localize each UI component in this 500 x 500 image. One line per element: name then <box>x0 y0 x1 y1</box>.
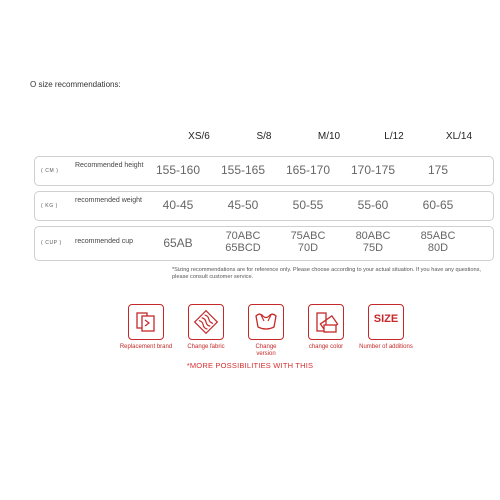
cell: 45-50 <box>227 198 259 212</box>
cell: 65BCD <box>225 242 261 254</box>
sizing-note: *Sizing recommendations are for reference only. Please choose according to your actual situation. If you have any questions, please consult customer service. <box>172 267 481 280</box>
icon-label: change color <box>308 344 344 350</box>
cell: 75D <box>362 242 384 254</box>
cell: 165-170 <box>285 163 331 177</box>
row-label: recommended cup <box>75 238 133 245</box>
cell: 80D <box>427 242 449 254</box>
cell: 170-175 <box>350 163 396 177</box>
size-header-s: S/8 <box>256 131 272 142</box>
icon-label: Number of additions <box>359 344 413 350</box>
size-icon <box>368 304 404 340</box>
cell: 40-45 <box>162 198 194 212</box>
option-change-version <box>236 304 296 358</box>
page-title: O size recommendations: <box>30 80 121 89</box>
cell: 55-60 <box>357 198 389 212</box>
icon-label: Replacement brand <box>119 344 173 350</box>
size-header-xl: XL/14 <box>445 131 473 142</box>
row-label: recommended weight <box>75 197 142 204</box>
cell: 70ABC <box>225 230 261 242</box>
icon-label-line: Change <box>255 344 277 350</box>
cell: 50-55 <box>292 198 324 212</box>
unit-label: ( CUP ) <box>41 240 62 246</box>
row-weight <box>34 191 494 221</box>
size-header-m: M/10 <box>317 131 341 142</box>
icon-label <box>236 344 296 358</box>
replacement-brand-icon <box>128 304 164 340</box>
change-fabric-icon <box>188 304 224 340</box>
row-height <box>34 156 494 186</box>
icon-label-line: version <box>256 351 276 357</box>
change-version-icon <box>248 304 284 340</box>
size-header-l: L/12 <box>384 131 404 142</box>
unit-label: ( CM ) <box>41 168 59 174</box>
cell: 155-165 <box>220 163 266 177</box>
icon-label: Change fabric <box>187 344 225 350</box>
cell: 70D <box>297 242 319 254</box>
option-replacement-brand <box>116 304 176 351</box>
cell: 175 <box>427 163 449 177</box>
row-label: Recommended height <box>75 162 144 169</box>
size-glyph: SIZE <box>373 313 399 325</box>
row-cup <box>34 226 494 261</box>
cell: 80ABC <box>355 230 391 242</box>
more-possibilities: *MORE POSSIBILITIES WITH THIS <box>186 361 314 370</box>
customization-options <box>112 304 412 364</box>
cell: 75ABC <box>290 230 326 242</box>
option-change-color <box>296 304 356 351</box>
cell: 85ABC <box>420 230 456 242</box>
option-size <box>356 304 416 351</box>
cell: 60-65 <box>422 198 454 212</box>
unit-label: ( KG ) <box>41 203 58 209</box>
change-color-icon <box>308 304 344 340</box>
cell: 155-160 <box>155 163 201 177</box>
size-header-xs: XS/6 <box>188 131 210 142</box>
option-change-fabric <box>176 304 236 351</box>
cell: 65AB <box>163 236 193 250</box>
